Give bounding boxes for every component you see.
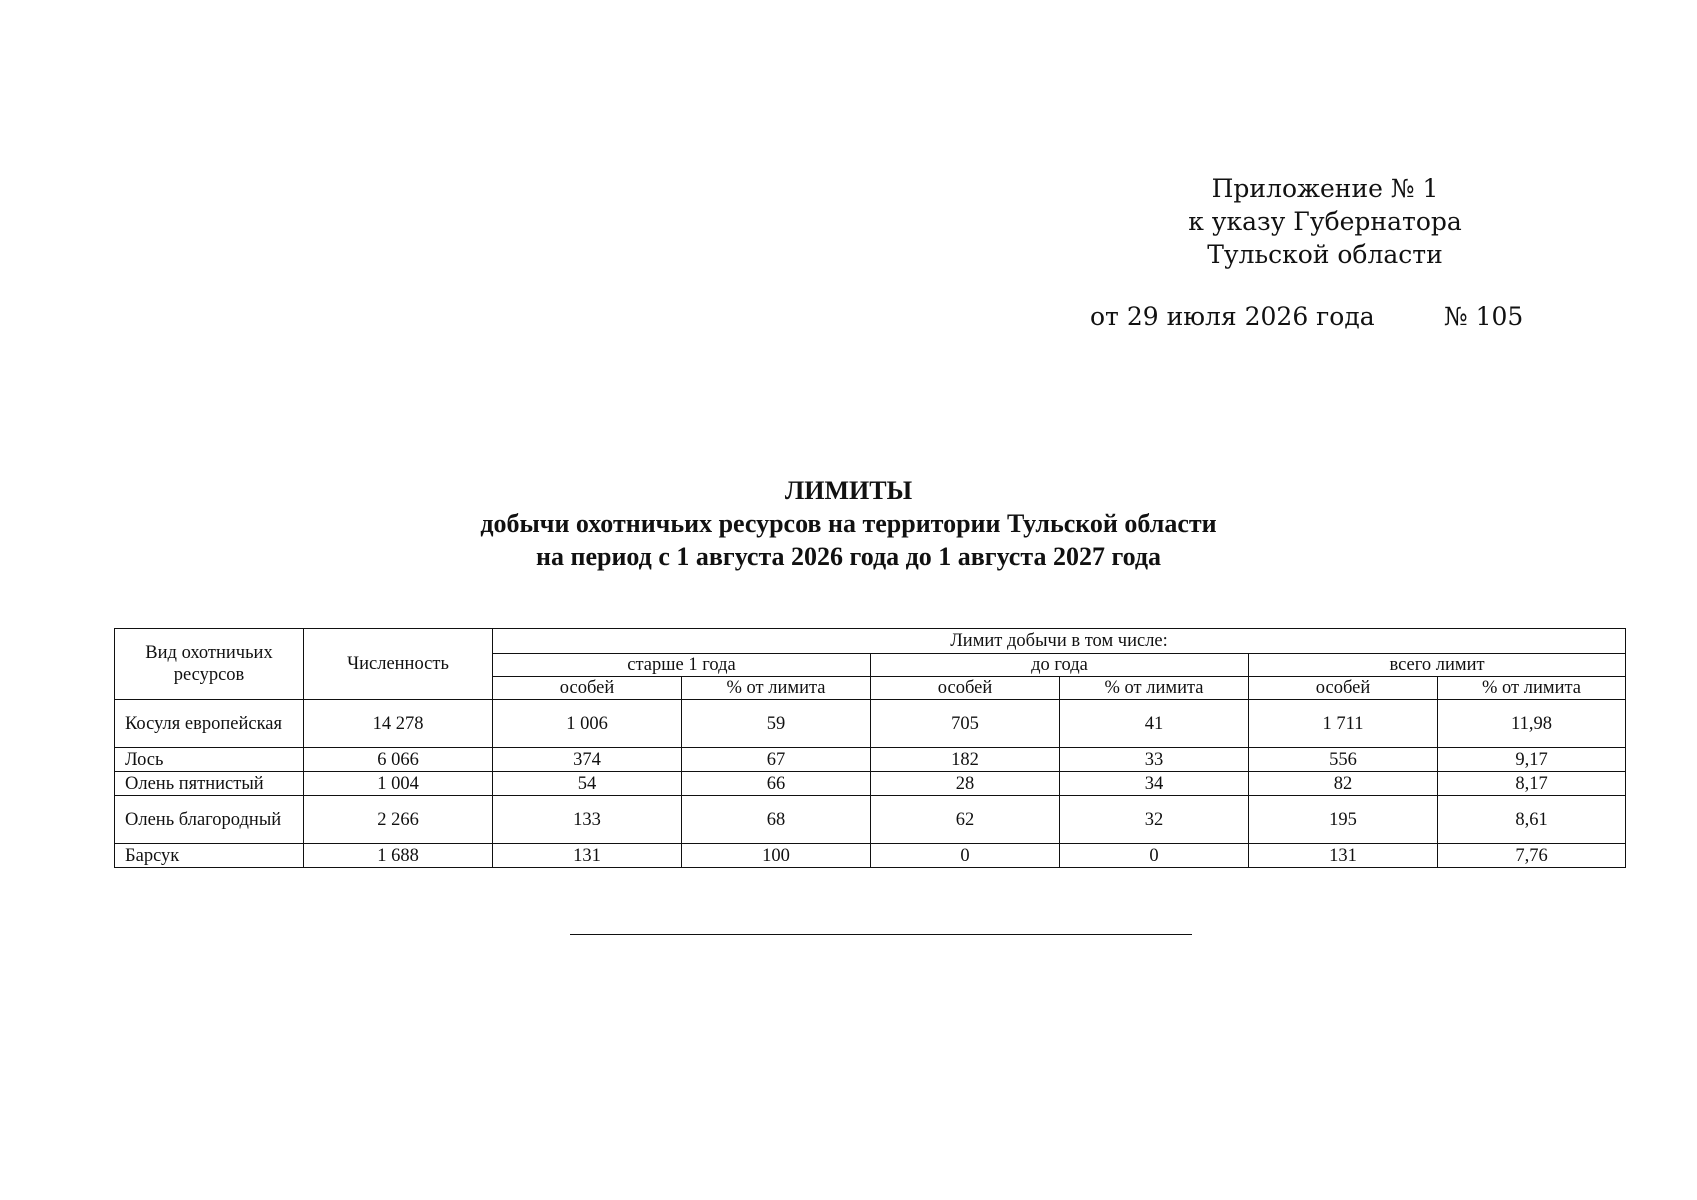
cell-older-count: 374 (493, 748, 682, 772)
header-group-total: всего лимит (1249, 654, 1626, 677)
cell-older-percent: 67 (682, 748, 871, 772)
cell-young-count: 182 (871, 748, 1060, 772)
cell-total-percent: 8,61 (1438, 796, 1626, 844)
cell-young-percent: 34 (1060, 772, 1249, 796)
header-young-count: особей (871, 677, 1060, 700)
table-row (115, 796, 1626, 844)
cell-population: 14 278 (304, 700, 493, 748)
cell-species: Олень пятнистый (115, 772, 304, 796)
title-subtitle-1: добычи охотничьих ресурсов на территории Тульской области (480, 509, 1217, 538)
cell-older-percent: 59 (682, 700, 871, 748)
header-group-older: старше 1 года (493, 654, 871, 677)
cell-older-count: 131 (493, 844, 682, 868)
header-group-young: до года (871, 654, 1249, 677)
appendix-line-3: Тульской области (1207, 240, 1443, 269)
cell-total-percent: 9,17 (1438, 748, 1626, 772)
cell-young-percent: 32 (1060, 796, 1249, 844)
header-population: Численность (304, 629, 493, 700)
header-older-percent: % от лимита (682, 677, 871, 700)
header-young-percent: % от лимита (1060, 677, 1249, 700)
cell-species: Лось (115, 748, 304, 772)
cell-young-count: 0 (871, 844, 1060, 868)
cell-total-percent: 7,76 (1438, 844, 1626, 868)
document-title (0, 474, 1697, 573)
cell-young-count: 28 (871, 772, 1060, 796)
cell-total-count: 195 (1249, 796, 1438, 844)
cell-total-percent: 8,17 (1438, 772, 1626, 796)
cell-older-count: 54 (493, 772, 682, 796)
closing-divider (570, 934, 1192, 935)
title-subtitle-2: на период с 1 августа 2026 года до 1 августа 2027 года (535, 542, 1161, 571)
cell-young-percent: 33 (1060, 748, 1249, 772)
title-main: ЛИМИТЫ (784, 476, 913, 505)
header-total-percent: % от лимита (1438, 677, 1626, 700)
cell-older-percent: 66 (682, 772, 871, 796)
cell-species: Косуля европейская (115, 700, 304, 748)
cell-population: 1 004 (304, 772, 493, 796)
cell-total-count: 82 (1249, 772, 1438, 796)
table-row (115, 772, 1626, 796)
header-species: Вид охотничьих ресурсов (115, 629, 304, 700)
cell-young-percent: 0 (1060, 844, 1249, 868)
cell-total-percent: 11,98 (1438, 700, 1626, 748)
cell-species: Барсук (115, 844, 304, 868)
cell-total-count: 556 (1249, 748, 1438, 772)
cell-older-percent: 68 (682, 796, 871, 844)
cell-young-percent: 41 (1060, 700, 1249, 748)
cell-total-count: 131 (1249, 844, 1438, 868)
cell-young-count: 62 (871, 796, 1060, 844)
decree-date: от 29 июля 2026 года (1090, 302, 1375, 331)
cell-older-count: 133 (493, 796, 682, 844)
header-older-count: особей (493, 677, 682, 700)
header-limit-group: Лимит добычи в том числе: (493, 629, 1626, 654)
cell-population: 6 066 (304, 748, 493, 772)
cell-young-count: 705 (871, 700, 1060, 748)
table-row (115, 700, 1626, 748)
cell-older-count: 1 006 (493, 700, 682, 748)
table-row (115, 844, 1626, 868)
cell-species: Олень благородный (115, 796, 304, 844)
cell-population: 1 688 (304, 844, 493, 868)
table-row (115, 748, 1626, 772)
decree-number: № 105 (1444, 302, 1524, 331)
limits-table (114, 628, 1626, 868)
appendix-line-1: Приложение № 1 (1211, 174, 1439, 203)
header-total-count: особей (1249, 677, 1438, 700)
appendix-line-2: к указу Губернатора (1188, 207, 1462, 236)
cell-older-percent: 100 (682, 844, 871, 868)
appendix-header (1150, 172, 1500, 271)
cell-population: 2 266 (304, 796, 493, 844)
cell-total-count: 1 711 (1249, 700, 1438, 748)
